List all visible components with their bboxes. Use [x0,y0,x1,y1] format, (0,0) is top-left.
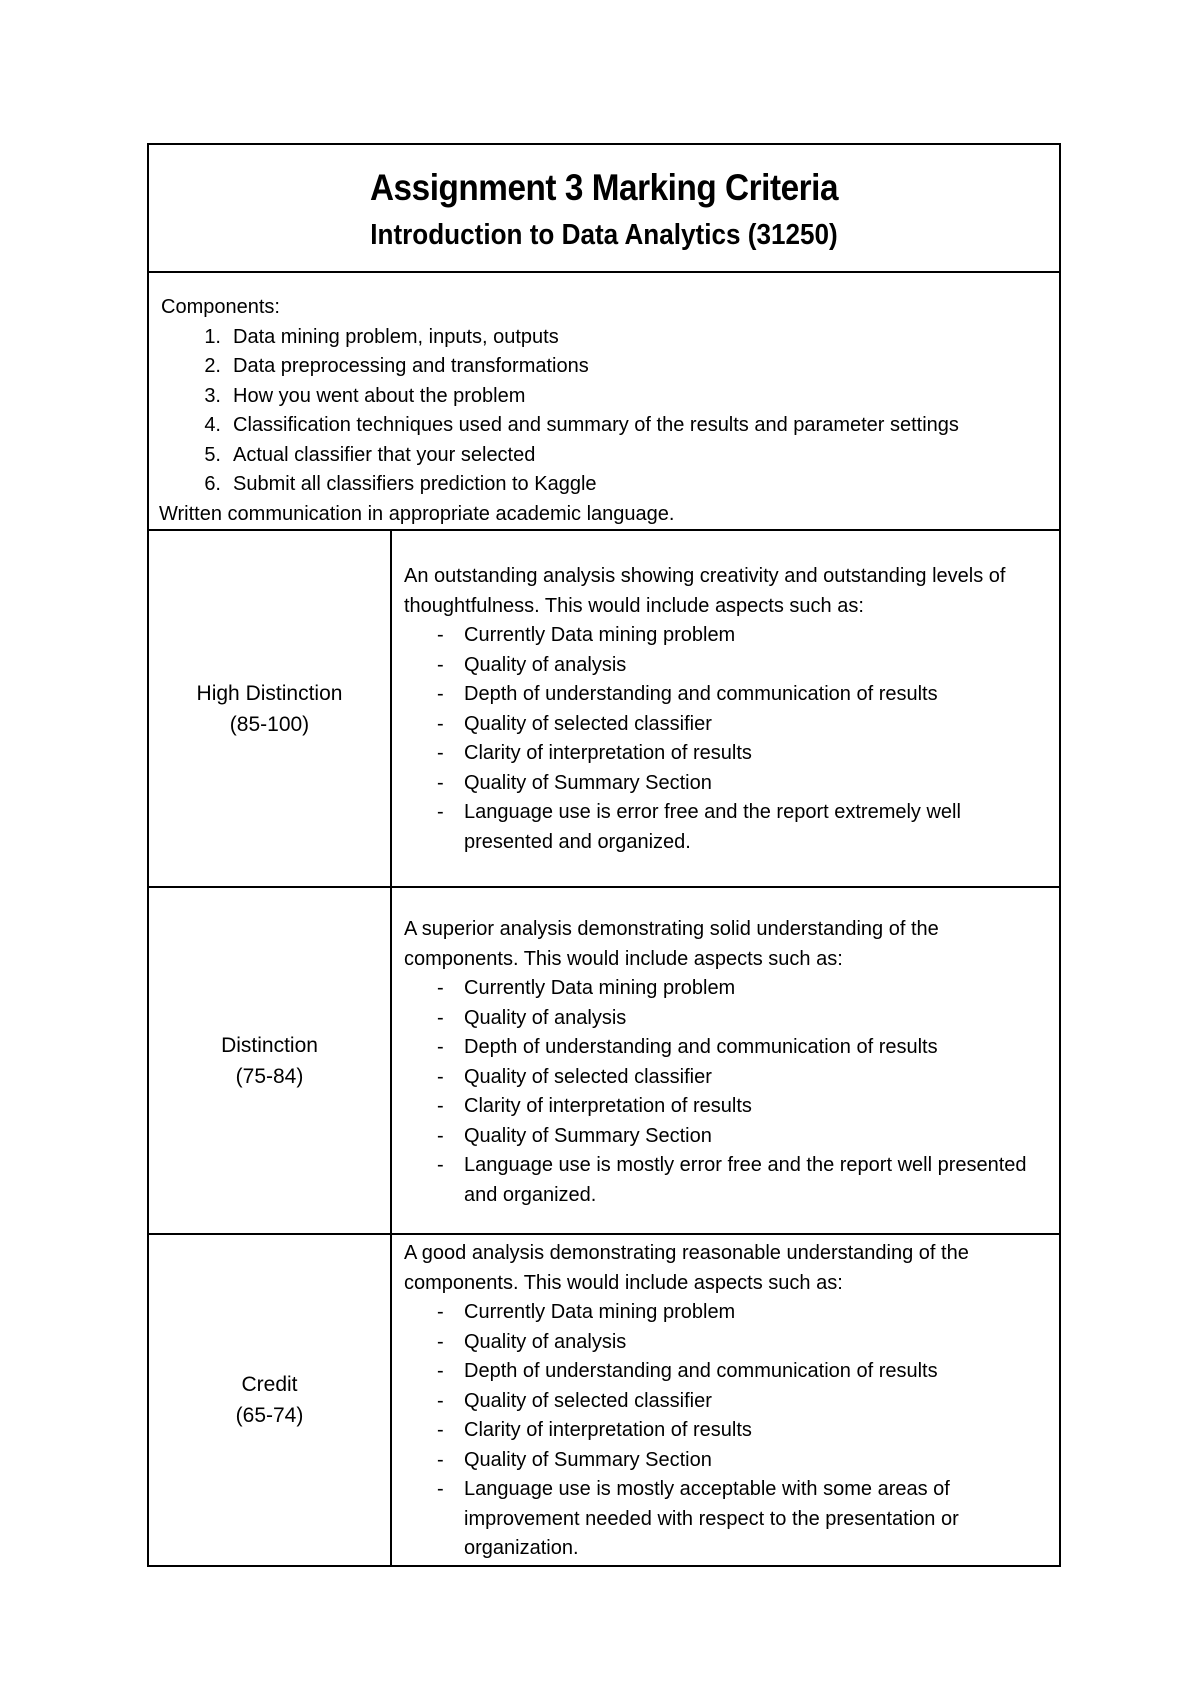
aspect-item [404,1063,1059,1093]
grade-description-cell [392,531,1059,886]
dash-bullet: - [437,624,444,646]
aspect-text: Currently Data mining problem [464,977,736,999]
dash-bullet: - [437,1095,444,1117]
dash-bullet: - [437,771,444,794]
aspect-text: Clarity of interpretation of results [464,742,752,764]
component-item [161,323,1059,353]
aspect-text: Language use is mostly acceptable with some areas of improvement needed with respect to the presentation or organization. [464,1478,959,1559]
component-item [161,470,1059,500]
document-title: Assignment 3 Marking Criteria [369,167,839,208]
dash-bullet: - [437,653,444,676]
aspect-text: Clarity of interpretation of results [464,1419,752,1441]
dash-bullet: - [437,712,444,735]
aspect-item [404,769,1059,799]
component-text: Data mining problem, inputs, outputs [233,325,559,348]
aspect-item [404,798,1059,857]
component-number: 1. [204,325,221,348]
grade-intro: A superior analysis demonstrating solid understanding of the components. This would include aspects such as: [404,918,939,970]
dash-bullet: - [437,1389,444,1412]
dash-bullet: - [437,977,444,999]
aspect-text: Quality of analysis [464,1330,627,1353]
dash-bullet: - [437,1419,444,1441]
component-item [161,411,1059,441]
grade-range: (65-74) [235,1404,304,1427]
dash-bullet: - [437,1154,444,1176]
grade-name: Credit [241,1373,298,1396]
component-text: Submit all classifiers prediction to Kaggle [233,473,597,495]
aspect-text: Depth of understanding and communication of results [464,683,938,705]
aspect-item [404,1357,1059,1387]
aspect-text: Clarity of interpretation of results [464,1095,752,1117]
aspect-item [404,1475,1059,1564]
grade-label-cell [149,1235,392,1565]
aspect-list [404,621,1059,857]
dash-bullet: - [437,742,444,764]
component-item [161,352,1059,382]
aspect-item [404,1328,1059,1358]
aspect-text: Currently Data mining problem [464,624,736,646]
dash-bullet: - [437,1448,444,1471]
aspect-list [404,1298,1059,1564]
aspect-item [404,1416,1059,1446]
aspect-list [404,974,1059,1210]
component-text: Data preprocessing and transformations [233,355,589,377]
aspect-text: Quality of selected classifier [464,1389,712,1412]
title-block [149,145,1059,273]
component-number: 4. [204,414,221,436]
aspect-item [404,1298,1059,1328]
component-item [161,382,1059,412]
grade-range: (85-100) [229,712,310,736]
aspect-item [404,1004,1059,1034]
component-item [161,441,1059,471]
grade-label-cell [149,531,392,886]
components-list [161,323,1059,500]
aspect-item [404,739,1059,769]
aspect-item [404,1151,1059,1210]
aspect-text: Currently Data mining problem [464,1301,736,1323]
aspect-item [404,710,1059,740]
dash-bullet: - [437,1124,444,1147]
grade-row-high-distinction [149,531,1059,888]
grade-name: Distinction [221,1033,318,1057]
aspect-text: Language use is error free and the report extremely well presented and organized. [464,801,961,853]
component-text: Classification techniques used and summary of the results and parameter settings [233,414,959,436]
dash-bullet: - [437,1006,444,1029]
components-heading: Components: [161,296,280,318]
dash-bullet: - [437,1330,444,1353]
aspect-text: Quality of Summary Section [464,1124,712,1147]
aspect-item [404,1092,1059,1122]
component-number: 5. [204,443,221,466]
grade-range: (75-84) [235,1064,304,1088]
aspect-item [404,1446,1059,1476]
dash-bullet: - [437,1065,444,1088]
aspect-item [404,1387,1059,1417]
aspect-text: Quality of selected classifier [464,1065,712,1088]
aspect-text: Language use is mostly error free and the report well presented and organized. [464,1154,1027,1206]
grade-name: High Distinction [196,681,343,705]
grade-intro: A good analysis demonstrating reasonable understanding of the components. This would include aspects such as: [404,1242,969,1294]
grade-description-cell [392,888,1059,1233]
aspect-text: Quality of analysis [464,1006,627,1029]
aspect-item [404,621,1059,651]
dash-bullet: - [437,683,444,705]
aspect-text: Quality of selected classifier [464,712,712,735]
grade-description-cell [392,1235,1059,1565]
aspect-text: Depth of understanding and communication of results [464,1036,938,1058]
dash-bullet: - [437,1360,444,1382]
component-number: 2. [204,355,221,377]
component-text: How you went about the problem [233,384,526,407]
grade-row-distinction [149,888,1059,1235]
aspect-text: Quality of Summary Section [464,1448,712,1471]
component-text: Actual classifier that your selected [233,443,536,466]
component-number: 3. [204,384,221,407]
aspect-item [404,1122,1059,1152]
aspect-item [404,680,1059,710]
aspect-text: Depth of understanding and communication of results [464,1360,938,1382]
dash-bullet: - [437,801,444,823]
aspect-text: Quality of analysis [464,653,627,676]
grade-label-cell [149,888,392,1233]
marking-criteria-table [147,143,1061,1567]
aspect-item [404,651,1059,681]
dash-bullet: - [437,1478,444,1500]
components-section [149,273,1059,531]
grade-row-credit [149,1235,1059,1565]
aspect-text: Quality of Summary Section [464,771,712,794]
document-subtitle: Introduction to Data Analytics (31250) [370,219,838,251]
grade-intro: An outstanding analysis showing creativity and outstanding levels of thoughtfulness. This would include aspects such as: [404,565,1006,617]
aspect-item [404,974,1059,1004]
component-number: 6. [204,473,221,495]
dash-bullet: - [437,1301,444,1323]
written-communication-note: Written communication in appropriate academic language. [159,502,675,525]
aspect-item [404,1033,1059,1063]
dash-bullet: - [437,1036,444,1058]
